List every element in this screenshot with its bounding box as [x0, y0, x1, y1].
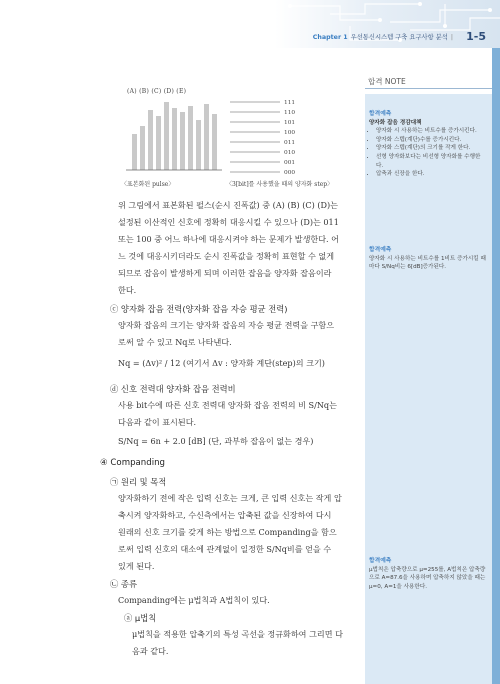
chapter-title: 우선통신시스템 구축 요구사항 분석: [350, 34, 448, 41]
quantization-level-label: 110: [284, 110, 296, 116]
note-list: [369, 127, 486, 179]
section-companding-heading: ④ Companding: [100, 458, 165, 468]
item-d-heading: ⓓ 신호 전력대 양자화 잡음 전력비: [110, 384, 236, 394]
quantization-diagram: [118, 86, 318, 191]
quantization-level-label: 111: [284, 100, 296, 106]
note-tag: 합격예측: [369, 247, 392, 253]
sampled-pulse-bar: [180, 112, 185, 170]
quantization-level-label: 010: [284, 150, 296, 156]
sub1-heading: ㉠ 원리 및 목적: [110, 477, 167, 487]
paragraph-line: 설정된 이산적인 신호에 정확히 대응시킬 수 있으나 (D)는 011: [118, 217, 339, 227]
sampled-pulse-bar: [188, 106, 193, 170]
list-item: • 양자화 스텝(계단)수를 증가시킨다.: [376, 136, 486, 145]
sampled-pulse-bar: [140, 126, 145, 170]
note-text: μ법칙은 압축량으로 μ=255를, A법칙은 압축량으로 A=87.6을 사용하며 압축하지 않았을 때는 μ=0, A=1을 사용한다.: [369, 566, 486, 590]
sidebar-note-2: [369, 246, 486, 272]
paragraph-line: 로써 알 수 있고 Nq로 나타낸다.: [118, 337, 232, 347]
paragraph-line: 원래의 신호 크기를 갖게 하는 방법으로 Companding을 함으: [118, 527, 337, 537]
paragraph-line: 음과 같다.: [132, 646, 169, 656]
paragraph-line: 되므로 잡음이 발생하게 되며 이러한 잡음을 양자화 잡음이라: [118, 268, 332, 278]
paragraph-line: 축시켜 양자화하고, 수신측에서는 압축된 값을 신장하여 다시: [118, 510, 332, 520]
sub2-heading: ㉡ 종류: [110, 579, 137, 589]
paragraph-line: 다음과 같이 표시된다.: [118, 417, 197, 427]
list-item: • 양자화 시 사용하는 비트수를 증가시킨다.: [376, 127, 486, 136]
chapter-label: Chapter 1: [312, 34, 348, 41]
note-tag: 합격예측: [369, 111, 392, 117]
paragraph-line: 위 그림에서 표본화된 펄스(순시 진폭값) 중 (A) (B) (C) (D)는: [118, 200, 338, 210]
diagram-caption-right: 〈3[bit]를 사용했을 때의 양자화 step〉: [226, 181, 334, 188]
sidebar-note-1: [369, 110, 486, 179]
quantization-level-label: 011: [284, 140, 296, 146]
paragraph-line: μ법칙을 적용한 압축기의 특성 곡선을 정규화하여 그리면 다: [132, 629, 343, 639]
paragraph-line: 양자화 잡음의 크기는 양자화 잡음의 자승 평균 전력을 구함으: [118, 320, 335, 330]
paragraph-line: 로써 입력 신호의 대소에 관계없이 일정한 S/Nq비를 얻을 수: [118, 544, 332, 554]
sidebar-note-3: [369, 557, 486, 591]
side-color-strip: [492, 48, 500, 684]
sampled-pulse-bar: [204, 104, 209, 170]
list-item: • 압축과 신장을 한다.: [376, 170, 486, 179]
diagram-pulse-labels: (A) (B) (C) (D) (E): [127, 88, 187, 95]
note-tag: 합격예측: [369, 558, 392, 564]
sampled-pulse-bar: [172, 108, 177, 170]
sampled-pulse-bar: [132, 134, 137, 170]
sampled-pulse-bar: [156, 116, 161, 170]
list-item: • 선형 양자화보다는 비선형 양자화를 수행한다.: [376, 153, 486, 170]
paragraph-line: 느 것에 대응시키더라도 순시 진폭값을 정확히 표현할 수 없게: [118, 251, 335, 261]
paragraph-line: 있게 된다.: [118, 561, 155, 571]
sampled-pulse-bar: [212, 114, 217, 170]
item-c-heading: ⓒ 양자화 잡음 전력(양자화 잡음 자승 평균 전력): [110, 304, 288, 314]
paragraph-line: Companding에는 μ법칙과 A법칙이 있다.: [118, 595, 270, 605]
quantization-level-label: 000: [284, 170, 296, 176]
note-text: 양자화 시 사용하는 비트수를 1비트 증가시킬 때마다 S/Nq비는 6[dB]증가된다.: [369, 255, 486, 271]
note-subtitle: 양자화 잡음 경감대책: [369, 119, 422, 126]
paragraph-line: 또는 100 중 어느 하나에 대응시켜야 하는 문제가 발생한다. 어: [118, 234, 340, 244]
quantization-level-label: 100: [284, 130, 296, 136]
list-item: • 양자화 스텝(계단)의 크기를 작게 한다.: [376, 144, 486, 153]
running-header: Chapter 1 우선통신시스템 구축 요구사항 분석 |: [312, 34, 453, 41]
sidebar-panel: [365, 94, 492, 684]
page-number: 1-5: [466, 30, 486, 43]
diagram-caption-left: 〈표본화된 pulse〉: [121, 181, 175, 188]
quantization-level-label: 101: [284, 120, 296, 126]
sidebar-title: 합격 NOTE: [368, 77, 406, 86]
sampled-pulse-bar: [164, 102, 169, 170]
sampled-pulse-bar: [148, 110, 153, 170]
quantization-diagram-svg: [118, 86, 318, 176]
sidebar-divider: [365, 88, 492, 89]
formula-noise-power: Nq = (Δv)² / 12 (여기서 Δv : 양자화 계단(step)의 크기): [118, 358, 325, 368]
sub2a-heading: ⓐ μ법칙: [124, 613, 157, 623]
paragraph-line: 사용 bit수에 따른 신호 전력대 양자화 잡음 전력의 비 S/Nq는: [118, 400, 337, 410]
sampled-pulse-bar: [196, 120, 201, 170]
quantization-level-label: 001: [284, 160, 296, 166]
paragraph-line: 양자화하기 전에 작은 입력 신호는 크게, 큰 입력 신호는 작게 압: [118, 493, 342, 503]
paragraph-line: 한다.: [118, 285, 137, 295]
formula-snr: S/Nq = 6n + 2.0 [dB] (단, 과부하 잡음이 없는 경우): [118, 436, 314, 446]
